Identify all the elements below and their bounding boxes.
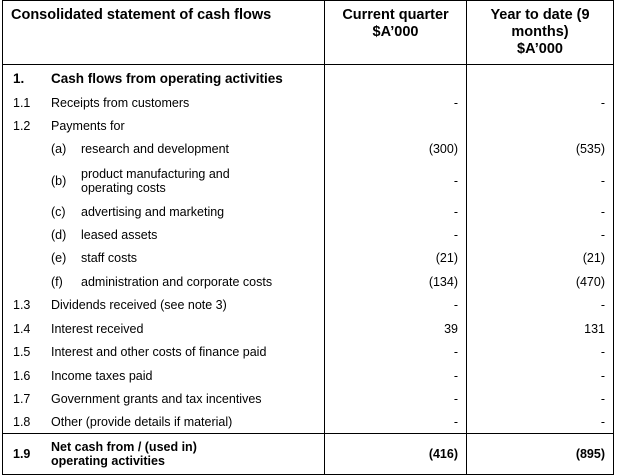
year-to-date-value: -: [467, 411, 614, 434]
row-label: Income taxes paid: [51, 368, 153, 383]
row-label: Government grants and tax incentives: [51, 392, 262, 406]
row-sub-letter: (d): [51, 228, 67, 242]
current-quarter-value: (21): [325, 247, 467, 270]
table-row: [3, 294, 614, 317]
header-year-to-date: Year to date (9 months) $A’000: [467, 1, 614, 65]
year-to-date-value: (535): [467, 138, 614, 161]
row-label-cell: [3, 270, 325, 294]
row-label-cell: [3, 341, 325, 364]
row-label: product manufacturing and operating costs: [81, 166, 230, 195]
row-label: staff costs: [81, 251, 138, 265]
year-to-date-value: -: [467, 224, 614, 247]
year-to-date-value: (895): [467, 434, 614, 475]
row-label-cell: [3, 388, 325, 411]
row-label: Other (provide details if material): [51, 414, 233, 429]
row-label-cell: [3, 224, 325, 247]
row-number: 1.2: [13, 119, 31, 133]
row-label-cell: [3, 161, 325, 201]
row-number: 1.1: [13, 96, 31, 110]
cash-flow-table: [2, 0, 614, 475]
row-number: 1.8: [13, 414, 31, 429]
row-label-cell: [3, 65, 325, 92]
table-row: [3, 270, 614, 294]
year-to-date-value: -: [467, 294, 614, 317]
row-label-cell: [3, 92, 325, 115]
row-label-cell: [3, 247, 325, 270]
table-row: [3, 317, 614, 341]
row-sub-letter: (c): [51, 205, 66, 219]
table-header: [3, 1, 614, 65]
table-row: [3, 161, 614, 201]
row-label: Payments for: [51, 119, 125, 133]
year-to-date-value: -: [467, 341, 614, 364]
row-number: 1.4: [13, 321, 31, 336]
row-label: advertising and marketing: [81, 205, 225, 219]
year-to-date-value: [467, 115, 614, 138]
year-to-date-value: 131: [467, 317, 614, 341]
year-to-date-value: -: [467, 201, 614, 224]
year-to-date-value: -: [467, 364, 614, 388]
table-row: [3, 411, 614, 434]
current-quarter-value: (416): [325, 434, 467, 475]
row-label-cell: [3, 115, 325, 138]
row-label: leased assets: [81, 228, 158, 242]
year-to-date-value: -: [467, 161, 614, 201]
table-row: [3, 364, 614, 388]
row-number: 1.9: [13, 447, 31, 461]
row-label-cell: [3, 138, 325, 161]
row-label: Receipts from customers: [51, 96, 190, 110]
row-label-cell: [3, 411, 325, 434]
current-quarter-value: -: [325, 411, 467, 434]
current-quarter-value: -: [325, 161, 467, 201]
current-quarter-value: -: [325, 388, 467, 411]
row-number: 1.5: [13, 345, 31, 359]
table-row: [3, 341, 614, 364]
row-label-cell: [3, 434, 325, 475]
table-row: [3, 138, 614, 161]
current-quarter-value: -: [325, 224, 467, 247]
current-quarter-value: (134): [325, 270, 467, 294]
row-label: Interest received: [51, 321, 144, 336]
row-number: 1.: [13, 70, 25, 86]
row-sub-letter: (f): [51, 274, 63, 289]
year-to-date-value: -: [467, 388, 614, 411]
row-label-cell: [3, 364, 325, 388]
row-label-cell: [3, 317, 325, 341]
row-label: Interest and other costs of finance paid: [51, 345, 267, 359]
table-row: [3, 92, 614, 115]
table-row: [3, 434, 614, 475]
table-row: [3, 201, 614, 224]
row-label: Cash flows from operating activities: [51, 70, 283, 86]
year-to-date-value: [467, 65, 614, 92]
current-quarter-value: -: [325, 201, 467, 224]
row-number: 1.3: [13, 298, 31, 312]
row-label: research and development: [81, 142, 230, 156]
table-row: [3, 388, 614, 411]
row-label-cell: [3, 294, 325, 317]
row-label: Net cash from / (used in) operating activities: [51, 440, 197, 468]
row-sub-letter: (e): [51, 251, 67, 265]
year-to-date-value: -: [467, 92, 614, 115]
row-label-cell: [3, 201, 325, 224]
current-quarter-value: -: [325, 341, 467, 364]
current-quarter-value: [325, 65, 467, 92]
row-label: Dividends received (see note 3): [51, 298, 227, 312]
table-row: [3, 65, 614, 92]
current-quarter-value: [325, 115, 467, 138]
row-label: administration and corporate costs: [81, 274, 273, 289]
header-current-quarter: Current quarter $A’000: [325, 1, 467, 65]
row-sub-letter: (a): [51, 142, 67, 156]
row-number: 1.6: [13, 368, 31, 383]
current-quarter-value: -: [325, 92, 467, 115]
row-sub-letter: (b): [51, 173, 67, 188]
table-row: [3, 247, 614, 270]
row-number: 1.7: [13, 392, 31, 406]
header-statement-title: Consolidated statement of cash flows: [3, 1, 325, 65]
current-quarter-value: 39: [325, 317, 467, 341]
year-to-date-value: (470): [467, 270, 614, 294]
table-row: [3, 224, 614, 247]
table-row: [3, 115, 614, 138]
year-to-date-value: (21): [467, 247, 614, 270]
current-quarter-value: -: [325, 364, 467, 388]
current-quarter-value: (300): [325, 138, 467, 161]
current-quarter-value: -: [325, 294, 467, 317]
